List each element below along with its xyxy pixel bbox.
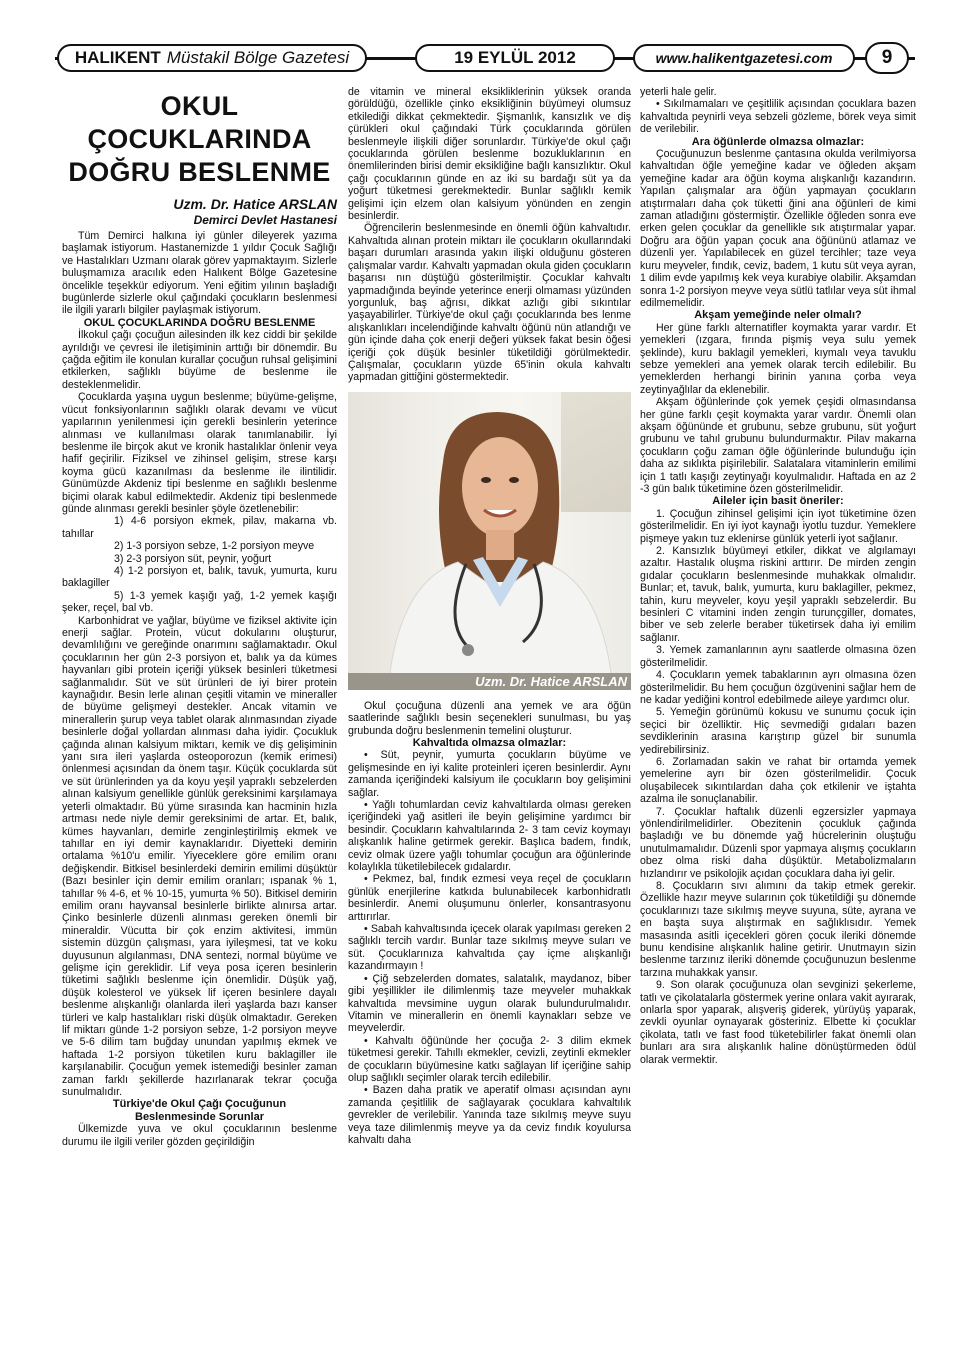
paragraph: de vitamin ve mineral eksikliklerinin yüksek oranda görüldüğü, özellikle çinko eksikliğinin büyümeyi olumsuz etkilediği dikkat çekmektedir. Şişmanlık, kansızlık ve diş çürükleri okul çağındaki Türk çocuklarında görülen beslenmeyle ilişkili diğer sorunlardır. Türkiye'de okul çağı çocuklarında görülen beslenme bozukluklarının en önemlilerinden birisi demir eksikliğine bağlı kansızlıktır. Okul çağı çocuklarının günde en az iki su bardağı süt ya da yoğurt tüketmesi gerekmektedir. Bunlar sağlıklı kemik gelişimi için elzem olan kalsiyum yönünden en zengin besinlerdir. [348, 86, 631, 223]
tip-paragraph: 3. Yemek zamanlarının aynı saatlerde olmasına özen gösterilmelidir. [640, 644, 916, 669]
paragraph: Çocuklarda yaşına uygun beslenme; büyüme-gelişme, vücut fonksiyonlarının sağlıklı olarak devamı ve vücut yapılarının yenilenmesi için gerekli besinlerin yeterince alınması ve kullanılması olarak tanımlanabilir. İyi beslenme ile birçok akut ve kronik hastalıklar önlenir veya hafif geçirilir. Fiziksel ve zihinsel gelişim, strese karşı koyma gücü kazanılması da beslenme ile ilintilidir. Günümüzde Akdeniz tipi beslenme en sağlıklı beslenme biçimi olarak kabul edilmektedir. Akdeniz tipi beslenmede günde alınması gerekli besinler şöyle özetlenebilir: [62, 391, 337, 515]
section-heading: Beslenmesinde Sorunlar [135, 1110, 264, 1123]
paragraph: • Kahvaltı öğününde her çocuğa 2- 3 dilim ekmek tüketmesi gerekir. Tahıllı ekmekler, cevizli, zeytinli ekmekler de çocukların büyümesine katkı sağlayan lif içeriğine sahip olup sağlıklı seçimler olarak tercih edilebilir. [348, 1034, 631, 1084]
paragraph: yeterli hale gelir. [640, 86, 717, 98]
paragraph: • Pekmez, bal, fındık ezmesi veya reçel de çocukların günlük enerjilerine katkıda bulunabilecek karbonhidratlı besinlerdir. Anemi oluşumunu önlerler, konsantrasyonu arttırırlar. [348, 873, 631, 923]
paragraph: Okul çocuğuna düzenli ana yemek ve ara öğün saatlerinde sağlıklı besin seçenekleri sunulması, bu yaş grubunda doğru beslenmenin temelini oluşturur. [348, 699, 631, 737]
paragraph: Ülkemizde yuva ve okul çocuklarının beslenme durumu ile ilgili veriler gözden geçirildiğin [62, 1123, 337, 1148]
section-heading: Aileler için basit öneriler: [712, 495, 844, 508]
paragraph: Akşam öğünlerinde çok yemek çeşidi olmasındansa her güne farklı çeşit koymakta yarar vardır. Önemli olan akşam öğününde et grubunu, sebze grubunu, süt yoğurt grubunu ve tahıl grubunu bulundurmaktır. Pilav makarna çocukların çoğu zaman öğle öğünlerinde bulunduğu için daha az sıklıkta pişirilebilir. Salatalara vitaminlerin emilimi için 1 tatlı kaşığı zeytinyağı koyulmalıdır. Haftada en az 2 -3 gün balık tüketimine özen gösterilmelidir. [640, 396, 916, 495]
section-heading: Akşam yemeğinde neler olmalı? [694, 309, 862, 322]
list-item: 1) 4-6 porsiyon ekmek, pilav, makarna vb. tahıllar [62, 515, 337, 540]
tip-paragraph: 7. Çocuklar haftalık düzenli egzersizler yapmaya yönlendirilmelidirler. Obezitenin çocukluk çağında başladığı ve bu dönemde yağ hücrelerinin oluştuğu unutulmamalıdır. Düzenli spor yapmaya alışmış çocukların obez olma riski daha düşüktür. Metabolizmaların hızlandırır ve psikolojik açıdan çocuklara daha iyi gelir. [640, 805, 916, 880]
paragraph: Çocuğunuzun beslenme çantasına okulda verilmiyorsa kahvaltıdan öğle yemeğine kadar ve öğleden akşam yemeğine kadar ara öğün koyma alışkanlığı kazandırın. Yapılan çalışmalar ara öğün yapmayan çocukların atıştırmaları daha çok tüketti ğini ana öğünleri de kimi zaman atladığını göstermiştir. Özellikle öğleden sonra eve erken gelen çocuklar da genellikle sık atıştırmalar yapar. Doğru ara öğün yapan çocuk ana öğününü atlamaz ve düzenli yer. Yapılabilecek en güzel tercihler; taze veya kuru meyveler, fındık, ceviz, badem, 1 kutu süt veya ayran, 1 dilim evde yapılmış kek veya kurabiye olabilir. Akşamdan sonra 1-2 porsiyon meyve veya sütlü tatlılar veya süt ihmal edilmemelidir. [640, 148, 916, 309]
paragraph: Öğrencilerin beslenmesinde en önemli öğün kahvaltıdır. Kahvaltıda alınan protein miktarı ile çocukların okullarındaki başarı durumları arasında yakın ilişki olduğunu gösteren çalışmalar vardır. Kahvaltı yapmadan okula giden çocukların başarısı nın düştüğü gösterilmiştir. Çocuklar kahvaltı yapmadığında beyinde yeterince enerji olmaması yüzünden yorgunluk, baş ağrısı, dikkat azlığı gibi sıkıntılar yaşayabilirler. Türkiye'de okul çağı çocuklarında bes lenme alışkanlıkları incelendiğinde kahvaltı öğünü nün atlandığı ve gün içinde daha çok enerji değeri yüksek fakat besin öğesi içeriği çok düşük besinler tüketildiği görülmektedir. Çalışmalar, çocukların yüzde 65'inin okula kahvaltı yapmadan gittiğini göstermektedir. [348, 222, 631, 384]
daily-food-list [62, 515, 337, 614]
section-heading: Türkiye'de Okul Çağı Çocuğunun [112, 1098, 287, 1111]
tip-paragraph: 1. Çocuğun zihinsel gelişimi için iyot tüketimine özen gösterilmelidir. En iyi iyot kaynağı iyotlu tuzdur. Yemeklere pişmeye yakın tuz eklenirse günlük yeterli iyot sağlanır. [640, 507, 916, 545]
section-heading: Ara öğünlerde olmazsa olmazlar: [691, 135, 865, 148]
portrait-illustration [348, 392, 631, 690]
paragraph: İlkokul çağı çocuğun ailesinden ilk kez ciddi bir şekilde ayrıldığı ve çevresi ile iletişiminin arttığı bir dönemdir. Bu çağda eğitim ile konulan kurallar çocuğun ruhsal gelişimini etkilerken, sağlıklı büyüme de beslenme ile desteklenmelidir. [62, 329, 337, 391]
paragraph: Her güne farklı alternatifler koymakta yarar vardır. Et yemekleri (ızgara, fırında pişmiş veya sulu yemek şeklinde), kuru baklagil yemekleri, kıymalı veya tavuklu sebze yemekleri ana yemek olarak tercih edilebilir. Bu yemeklerden herhangi birinin yanına çorba veya zeytinyağlılar da eklenebilir. [640, 321, 916, 396]
paper-name: HALIKENT [74, 48, 161, 67]
author-affiliation: Demirci Devlet Hastanesi [193, 213, 337, 227]
paragraph: • Yağlı tohumlardan ceviz kahvaltılarda olması gereken içeriğindeki yağ asitleri ile beyin gelişimine yardımcı bir besindir. Çocukların kahvaltılarında 2- 3 tam ceviz koymayı alışkanlık haline getirmek gerekir. Başlıca badem, fındık, ceviz olmak üzere yağlı tohumlar çocuğun ara öğünlerinde kolaylıkla tüketilebilecek gıdalardır. [348, 799, 631, 874]
paragraph: • Süt, peynir, yumurta çocukların büyüme ve gelişmesinde en iyi kalite proteinleri içeren besinlerdir. Aynı zamanda içeriğindeki kalsiyum ile çocukların boy gelişimini sağlar. [348, 749, 631, 799]
headline-line-2: DOĞRU BESLENME [68, 157, 331, 187]
column-3 [640, 86, 916, 1066]
paper-name-box [57, 44, 367, 72]
tip-paragraph: 9. Son olarak çocuğunuza olan sevginizi şekerleme, tatlı ve çikolatalarla göstermek yerine onlara vakit ayırarak, onlarla spor yaparak, alışveriş giderek, yürüyüş yaparak, zevkli oyunlar oynayarak gösteriniz. Elbette ki çocuklar çikolata, tatlı ve fast food tüketebilirler fakat önemli olan bunları ara sıra alışkanlık haline dönüştürmeden ödül olarak vermektir. [640, 979, 916, 1066]
paragraph: • Sıkılmamaları ve çeşitlilik açısından çocuklara bazen kahvaltıda peynirli veya sebzeli gözleme, börek veya simit de verilebilir. [640, 98, 916, 136]
paragraph: Karbonhidrat ve yağlar, büyüme ve fiziksel aktivite için enerji sağlar. Protein, vücut dokularını oluşturur, devamlılığını ve gereğinde onarımını sağlamaktadır. Okul çocuklarının her gün 2-3 porsiyon et, balık ya da kümes hayvanları gibi protein içeriği yüksek besinleri tüketmesi sağlanmalıdır. Süt ve süt ürünleri de iyi birer protein kaynağıdır. Besin lerle alınan çeşitli vitamin ve mineraller de büyüme gelişmeyi destekler. Ancak vitamin ve minerallerin şurup veya tablet olarak alınmasından ziyade besinlerle doğal yollardan alınması daha iyidir. Çocukluk çağında alınan kalsiyum miktarı, kemik ve diş gelişiminin yanı sıra ileri yaşlarda osteoporozun (kemik erimesi) önlenmesi açısından da önem taşır. Küçük çocuklarda süt ve süt ürünlerinden ya da koyu yeşil yapraklı sebzelerden alınan kalsiyum genellikle günlük gereksinimi karşılamaya yeterli olmaktadır. Bü yüme sırasında kan hacminin hızla artması nede niyle demir gereksinimi de artar. Et, balık, kümes hayvanları, demirle zenginleştirilmiş ekmek ve tahıllar en iyi demir kaynaklarıdır. Diyetteki demirin ortalama %10'u emilir. Yiyeceklere göre emilim oranı değişkendir. Bitkisel besinlerdeki demirin emilimi düşüktür (Bazı besinler için demir emilim oranları; ıspanak % 1, tahıllar % 4-6, et % 10-15, yumurta % 50). Bitkisel demirin emilim oranı hayvansal besinlerle birlikte alınırsa artar. Çinko besinlerle düzenli alınması gereken önemli bir mineraldir. Vücutta bir çok enzim aktivitesi, immün sistemin düzgün çalışması, yara iyileşmesi, tat ve koku duyusunun algılanması, DNA sentezi, normal büyüme ve gelişme için gereklidir. Lif veya posa içeren besinlerin tüketimi sağlıklı beslenme için önemlidir. Düşük yağ, düşük kolesterol ve yüksek lif içeren besinlere dayalı beslenme alışkanlığı olanlarda ileri yaşlarda bazı kanser türleri ve kalp hastalıkları riski düşük olmaktadır. Gereken lif miktarı günde 1-2 porsiyon sebze, 1-2 porsiyon meyve ve 5-6 dilim tam buğday unundan yapılmış ekmek ve haftada 1-2 porsiyon tüketilen kuru baklagiller ile karşılanabilir. Çocuğun yemek istemediği besinler zaman zaman farklı şekillerde hazırlanarak tekrar çocuğa sunulmalıdır. [62, 614, 337, 1099]
article-headline [62, 90, 337, 189]
column-1 [62, 86, 337, 1148]
column-2 [348, 86, 631, 1146]
page-number: 9 [865, 42, 909, 74]
list-item: 2) 1-3 porsiyon sebze, 1-2 porsiyon meyve [114, 540, 315, 553]
website-link[interactable]: www.halikentgazetesi.com [633, 44, 855, 72]
paragraph: • Çiğ sebzelerden domates, salatalık, maydanoz, biber gibi yeşillikler ile dilimlenmiş taze meyveler muhakkak kahvaltıda mevsimine uygun olarak bulundurulmalıdır. Vitamin ve minerallerin en önemli kaynakları sebze ve meyvelerdir. [348, 972, 631, 1035]
paper-subtitle: Müstakil Bölge Gazetesi [166, 48, 350, 67]
tip-paragraph: 6. Zorlamadan sakin ve rahat bir ortamda yemek yemelerine ayrı bir özen gösterilmelidir. Çocuk oluşabilecek sıkıntılardan daha çok etkilenir ve iştahta azalma ile sonuçlanabilir. [640, 755, 916, 806]
author-byline: Uzm. Dr. Hatice ARSLAN [173, 196, 337, 212]
tip-paragraph: 8. Çocukların sıvı alımını da takip etmek gerekir. Özellikle hazır meyve sularının çok tüketildiği şu dönemde çocuklarınızı taze sıkılmış meyve suyuna, süte, ayrana ve en başta suya alıştırmak en sağlıklısıdır. Yemek masasında asitli içecekleri gören çocuk ileriki dönemde bunu kendisine alışkanlık haline getirir. Unutmayın sizin beslenme tarzınız ileriki dönemde çocuğunuzun beslenme tarzına muhakkak yansır. [640, 880, 916, 979]
paragraph: • Bazen daha pratik ve aperatif olması açısından aynı zamanda çeşitlilik de sağlayarak çocuklara kahvaltılık gevrekler de verilebilir. Yanında taze sıkılmış meyve suyu veya taze dilimlenmiş meyve ya da ceviz fındık koyulursa kahvaltı daha [348, 1084, 631, 1146]
section-heading: OKUL ÇOCUKLARINDA DOĞRU BESLENME [83, 316, 316, 329]
section-heading: Kahvaltıda olmazsa olmazlar: [412, 736, 567, 749]
photo-caption: Uzm. Dr. Hatice ARSLAN [475, 674, 627, 690]
issue-date: 19 EYLÜL 2012 [415, 44, 615, 72]
intro-paragraph: Tüm Demirci halkına iyi günler dileyerek yazıma başlamak istiyorum. Hastanemizde 1 yıldır Çocuk Sağlığı ve Hastalıkları Uzmanı olarak görev yapmaktayım. Sizlerle buluşmamıza aracılık eden Halıkent Bölge Gazetesine öncelikle teşekkür ediyorum. Yeni eğitim yılının başladığı bugünlerde sizlerle okul çağındaki çocukların beslenmesi ile ilgili yararlı bilgiler paylaşmak istiyorum. [62, 230, 337, 317]
masthead [55, 40, 915, 76]
tip-paragraph: 2. Kansızlık büyümeyi etkiler, dikkat ve algılamayı azaltır. Hastalık oluşma riskini arttırır. De mirden zengin gıdalar çocukların beslenmesinde muhakkak olmalıdır. Bunlar; et, tavuk, balık, yumurta, kuru baklagiller, pekmez, tahin, kuru meyveler, koyu yeşil yapraklı sebzelerdir. Bu besinleri C vitamini inden zengin turunçgiller, domates, biber ve seb zelerle beraber tüketirsek daha iyi emilim sağlanır. [640, 545, 916, 644]
author-photo [348, 392, 631, 690]
list-item: 5) 1-3 yemek kaşığı yağ, 1-2 yemek kaşığı şeker, reçel, bal vb. [62, 589, 337, 615]
paragraph: • Sabah kahvaltısında içecek olarak yapılması gereken 2 sağlıklı tercih vardır. Bunlar taze sıkılmış meyve suları ve süt. Çocuklarınıza kahvaltıda çay içme alışkanlığı kazandırmayın ! [348, 923, 631, 973]
list-item: 4) 1-2 porsiyon et, balık, tavuk, yumurta, kuru baklagiller [62, 564, 337, 590]
list-item: 3) 2-3 porsiyon süt, peynir, yoğurt [114, 552, 272, 565]
tip-paragraph: 5. Yemeğin görünümü kokusu ve sunumu çocuk için seçici bir özelliktir. Hiç sevmediği gıdaları bazen sevdiklerinin arasına karıştırıp güzel bir sunumla yedirebilirsiniz. [640, 706, 916, 756]
headline-line-1: OKUL ÇOCUKLARINDA [87, 91, 312, 154]
tip-paragraph: 4. Çocukların yemek tabaklarının ayrı olmasına özen gösterilmelidir. Bu hem çocuğun özgüvenini sağlar hem de ne kadar yediğini kontrol edebilmede aileye yardımcı olur. [640, 669, 916, 706]
